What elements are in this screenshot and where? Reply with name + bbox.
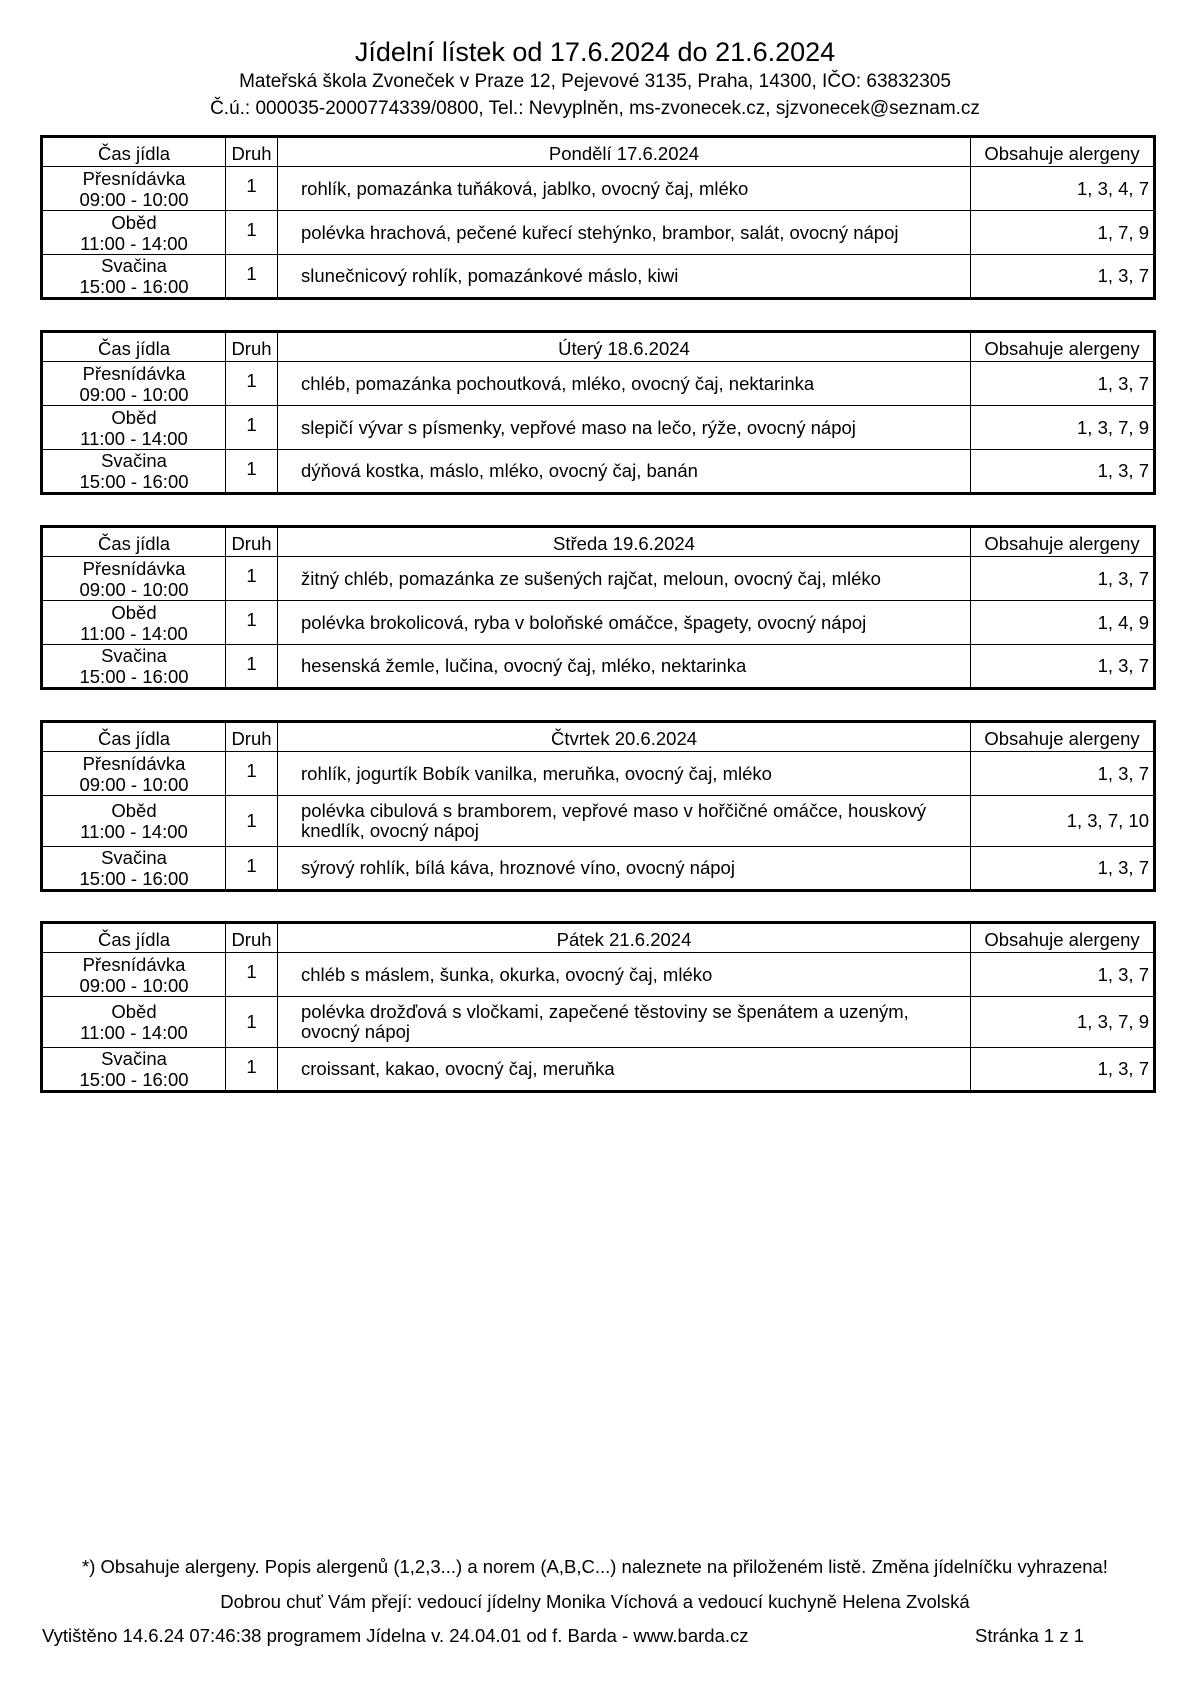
meal-name: Přesnídávka	[82, 953, 186, 975]
table-row	[42, 796, 1155, 847]
day-label: Čtvrtek 20.6.2024	[278, 722, 971, 752]
meal-time-cell	[42, 450, 226, 494]
meal-time-cell	[42, 645, 226, 689]
meal-time-cell	[42, 362, 226, 406]
meal-time: 11:00 - 14:00	[80, 427, 188, 449]
meal-description: croissant, kakao, ovocný čaj, meruňka	[278, 1048, 971, 1092]
meal-name: Svačina	[101, 645, 167, 666]
meal-kind: 1	[226, 450, 278, 494]
meal-time: 09:00 - 10:00	[79, 773, 189, 795]
table-row	[42, 645, 1155, 689]
table-row	[42, 847, 1155, 891]
meal-kind: 1	[226, 211, 278, 255]
meal-description: rohlík, jogurtík Bobík vanilka, meruňka, ovocný čaj, mléko	[278, 752, 971, 796]
meal-description: slunečnicový rohlík, pomazánkové máslo, kiwi	[278, 255, 971, 299]
meal-kind: 1	[226, 997, 278, 1048]
meal-allergens: 1, 7, 9	[971, 211, 1155, 255]
meal-allergens: 1, 3, 7, 9	[971, 406, 1155, 450]
menu-table-monday	[40, 135, 1156, 300]
meal-time-cell	[42, 557, 226, 601]
table-row	[42, 406, 1155, 450]
meal-name: Přesnídávka	[82, 362, 186, 384]
column-header-time: Čas jídla	[42, 137, 226, 167]
meal-allergens: 1, 3, 7	[971, 752, 1155, 796]
table-header-row	[42, 923, 1155, 953]
meal-allergens: 1, 3, 7	[971, 362, 1155, 406]
meal-allergens: 1, 3, 7	[971, 953, 1155, 997]
meal-time: 15:00 - 16:00	[79, 471, 189, 492]
meal-time: 11:00 - 14:00	[80, 1022, 188, 1043]
meal-kind: 1	[226, 167, 278, 211]
contact-info: Č.ú.: 000035-2000774339/0800, Tel.: Nevyplněn, ms-zvonecek.cz, sjzvonecek@seznam.cz	[210, 98, 980, 119]
menu-table-wednesday	[40, 525, 1156, 690]
meal-name: Oběd	[111, 211, 157, 233]
meal-name: Oběd	[111, 406, 157, 428]
meal-description: polévka cibulová s bramborem, vepřové maso v hořčičné omáčce, houskový knedlík, ovocný nápoj	[278, 796, 971, 847]
menu-table-thursday	[40, 720, 1156, 892]
day-label: Středa 19.6.2024	[278, 527, 971, 557]
print-info: Vytištěno 14.6.24 07:46:38 programem Jídelna v. 24.04.01 od f. Barda - www.barda.cz	[42, 1625, 749, 1646]
meal-allergens: 1, 3, 7, 10	[971, 796, 1155, 847]
meal-time: 09:00 - 10:00	[79, 188, 189, 210]
table-row	[42, 362, 1155, 406]
table-row	[42, 997, 1155, 1048]
meal-name: Přesnídávka	[82, 167, 186, 189]
meal-time-cell	[42, 255, 226, 299]
table-row	[42, 953, 1155, 997]
meal-name: Oběd	[111, 800, 157, 821]
table-row	[42, 752, 1155, 796]
meal-kind: 1	[226, 601, 278, 645]
column-header-allergens: Obsahuje alergeny	[971, 923, 1155, 953]
meal-time-cell	[42, 1048, 226, 1092]
page-title: Jídelní lístek od 17.6.2024 do 21.6.2024	[354, 37, 836, 67]
meal-time-cell	[42, 406, 226, 450]
meal-time: 09:00 - 10:00	[79, 578, 189, 600]
table-row	[42, 557, 1155, 601]
meal-time-cell	[42, 752, 226, 796]
table-row	[42, 255, 1155, 299]
meal-time: 11:00 - 14:00	[80, 821, 188, 842]
table-row	[42, 211, 1155, 255]
day-label: Úterý 18.6.2024	[278, 332, 971, 362]
column-header-time: Čas jídla	[42, 332, 226, 362]
table-header-row	[42, 722, 1155, 752]
meal-time-cell	[42, 953, 226, 997]
meal-time-cell	[42, 601, 226, 645]
meal-description: rohlík, pomazánka tuňáková, jablko, ovocný čaj, mléko	[278, 167, 971, 211]
meal-description: slepičí vývar s písmenky, vepřové maso na lečo, rýže, ovocný nápoj	[278, 406, 971, 450]
meal-description: chléb, pomazánka pochoutková, mléko, ovocný čaj, nektarinka	[278, 362, 971, 406]
column-header-kind: Druh	[226, 923, 278, 953]
menu-table-tuesday	[40, 330, 1156, 495]
meal-time: 15:00 - 16:00	[79, 666, 189, 687]
greeting-line: Dobrou chuť Vám přejí: vedoucí jídelny Monika Víchová a vedoucí kuchyně Helena Zvolská	[220, 1591, 970, 1612]
meal-description: chléb s máslem, šunka, okurka, ovocný čaj, mléko	[278, 953, 971, 997]
meal-description: polévka hrachová, pečené kuřecí stehýnko, brambor, salát, ovocný nápoj	[278, 211, 971, 255]
meal-time: 09:00 - 10:00	[79, 974, 189, 996]
meal-kind: 1	[226, 255, 278, 299]
school-info: Mateřská škola Zvoneček v Praze 12, Pejevové 3135, Praha, 14300, IČO: 63832305	[239, 71, 951, 92]
column-header-kind: Druh	[226, 332, 278, 362]
meal-kind: 1	[226, 557, 278, 601]
meal-name: Svačina	[101, 1048, 167, 1069]
meal-time-cell	[42, 847, 226, 891]
day-label: Pondělí 17.6.2024	[278, 137, 971, 167]
meal-time-cell	[42, 211, 226, 255]
meal-time-cell	[42, 167, 226, 211]
meal-allergens: 1, 3, 7	[971, 645, 1155, 689]
meal-allergens: 1, 3, 7	[971, 557, 1155, 601]
meal-time: 15:00 - 16:00	[79, 276, 189, 297]
meal-description: polévka drožďová s vločkami, zapečené těstoviny se špenátem a uzeným, ovocný nápoj	[278, 997, 971, 1048]
meal-kind: 1	[226, 645, 278, 689]
meal-description: hesenská žemle, lučina, ovocný čaj, mléko, nektarinka	[278, 645, 971, 689]
meal-name: Oběd	[111, 601, 157, 623]
table-header-row	[42, 332, 1155, 362]
meal-allergens: 1, 3, 7	[971, 847, 1155, 891]
page-number: Stránka 1 z 1	[975, 1625, 1085, 1646]
meal-name: Svačina	[101, 847, 167, 868]
meal-kind: 1	[226, 847, 278, 891]
meal-allergens: 1, 3, 7	[971, 1048, 1155, 1092]
day-label: Pátek 21.6.2024	[278, 923, 971, 953]
column-header-kind: Druh	[226, 527, 278, 557]
meal-allergens: 1, 4, 9	[971, 601, 1155, 645]
table-row	[42, 450, 1155, 494]
table-header-row	[42, 137, 1155, 167]
meal-description: polévka brokolicová, ryba v boloňské omáčce, špagety, ovocný nápoj	[278, 601, 971, 645]
meal-kind: 1	[226, 752, 278, 796]
column-header-time: Čas jídla	[42, 923, 226, 953]
meal-time: 09:00 - 10:00	[79, 383, 189, 405]
meal-time: 15:00 - 16:00	[79, 868, 189, 889]
meal-allergens: 1, 3, 7	[971, 255, 1155, 299]
column-header-allergens: Obsahuje alergeny	[971, 332, 1155, 362]
meal-time-cell	[42, 796, 226, 847]
table-row	[42, 167, 1155, 211]
meal-time: 11:00 - 14:00	[80, 622, 188, 644]
meal-description: sýrový rohlík, bílá káva, hroznové víno, ovocný nápoj	[278, 847, 971, 891]
meal-kind: 1	[226, 1048, 278, 1092]
allergen-note: *) Obsahuje alergeny. Popis alergenů (1,2,3...) a norem (A,B,C...) naleznete na přiloženém listě. Změna jídelníčku vyhrazena!	[82, 1556, 1108, 1577]
meal-kind: 1	[226, 406, 278, 450]
column-header-allergens: Obsahuje alergeny	[971, 527, 1155, 557]
meal-allergens: 1, 3, 7, 9	[971, 997, 1155, 1048]
meal-kind: 1	[226, 362, 278, 406]
column-header-allergens: Obsahuje alergeny	[971, 722, 1155, 752]
meal-allergens: 1, 3, 7	[971, 450, 1155, 494]
column-header-time: Čas jídla	[42, 722, 226, 752]
meal-time-cell	[42, 997, 226, 1048]
column-header-allergens: Obsahuje alergeny	[971, 137, 1155, 167]
column-header-time: Čas jídla	[42, 527, 226, 557]
column-header-kind: Druh	[226, 137, 278, 167]
meal-allergens: 1, 3, 4, 7	[971, 167, 1155, 211]
meal-kind: 1	[226, 953, 278, 997]
table-header-row	[42, 527, 1155, 557]
meal-name: Oběd	[111, 1001, 157, 1022]
table-row	[42, 1048, 1155, 1092]
meal-kind: 1	[226, 796, 278, 847]
menu-table-friday	[40, 921, 1156, 1093]
meal-time: 15:00 - 16:00	[79, 1069, 189, 1090]
meal-name: Svačina	[101, 450, 167, 471]
document-header	[0, 36, 1190, 122]
meal-name: Přesnídávka	[82, 752, 186, 774]
meal-time: 11:00 - 14:00	[80, 232, 188, 254]
meal-name: Svačina	[101, 255, 167, 276]
meal-description: dýňová kostka, máslo, mléko, ovocný čaj, banán	[278, 450, 971, 494]
meal-description: žitný chléb, pomazánka ze sušených rajčat, meloun, ovocný čaj, mléko	[278, 557, 971, 601]
meal-name: Přesnídávka	[82, 557, 186, 579]
table-row	[42, 601, 1155, 645]
column-header-kind: Druh	[226, 722, 278, 752]
